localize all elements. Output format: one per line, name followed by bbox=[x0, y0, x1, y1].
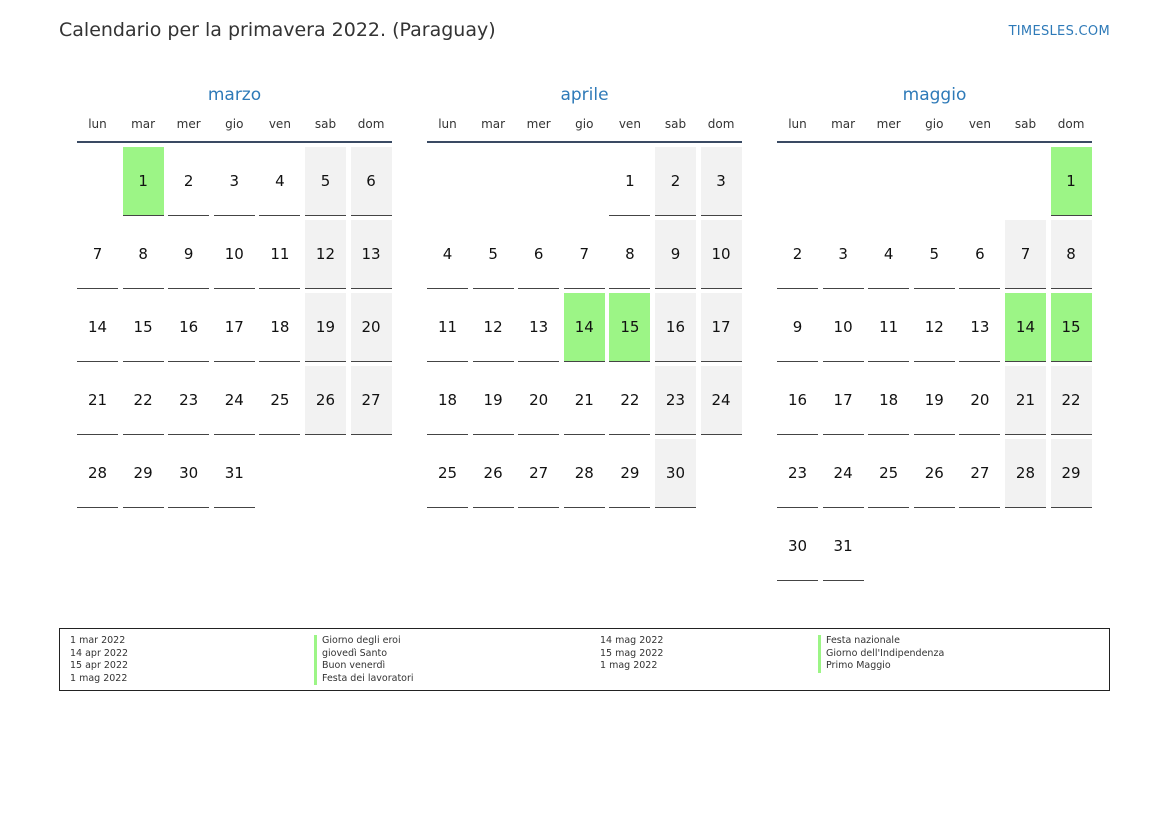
day-cell[interactable]: 24 bbox=[823, 439, 864, 508]
day-cell[interactable]: 30 bbox=[168, 439, 209, 508]
day-cell[interactable]: 16 bbox=[655, 293, 696, 362]
legend-date: 14 apr 2022 bbox=[70, 647, 129, 659]
weekday-label: gio bbox=[575, 117, 594, 131]
day-cell[interactable]: 13 bbox=[959, 293, 1000, 362]
day-cell[interactable]: 21 bbox=[564, 366, 605, 435]
day-cell[interactable]: 14 bbox=[564, 293, 605, 362]
empty-day-cell bbox=[701, 439, 742, 508]
empty-day-cell bbox=[823, 147, 864, 216]
day-cell[interactable]: 26 bbox=[305, 366, 346, 435]
day-cell[interactable]: 26 bbox=[914, 439, 955, 508]
day-cell[interactable]: 9 bbox=[168, 220, 209, 289]
day-cell[interactable]: 7 bbox=[1005, 220, 1046, 289]
day-cell[interactable]: 5 bbox=[914, 220, 955, 289]
day-cell[interactable]: 11 bbox=[427, 293, 468, 362]
day-cell[interactable]: 6 bbox=[351, 147, 392, 216]
day-cell[interactable]: 2 bbox=[777, 220, 818, 289]
month-name: maggio bbox=[902, 85, 967, 105]
weekday-label: mer bbox=[526, 117, 551, 131]
day-cell[interactable]: 3 bbox=[701, 147, 742, 216]
weekday-label: lun bbox=[88, 117, 107, 131]
weekday-label: mar bbox=[831, 117, 856, 131]
week-row bbox=[427, 293, 742, 362]
holiday-legend bbox=[59, 628, 1110, 691]
month-name: marzo bbox=[207, 85, 262, 105]
legend-holiday-name: Festa nazionale bbox=[818, 635, 944, 648]
day-cell[interactable]: 16 bbox=[777, 366, 818, 435]
legend-date: 1 mag 2022 bbox=[600, 660, 658, 671]
legend-date: 15 apr 2022 bbox=[70, 660, 129, 671]
empty-day-cell bbox=[959, 147, 1000, 216]
empty-day-cell bbox=[777, 147, 818, 216]
legend-date: 15 mag 2022 bbox=[600, 647, 664, 659]
empty-day-cell bbox=[1005, 512, 1046, 581]
day-cell[interactable]: 3 bbox=[214, 147, 255, 216]
empty-day-cell bbox=[427, 147, 468, 216]
legend-left-dates bbox=[70, 635, 128, 685]
legend-right-names bbox=[818, 635, 944, 673]
day-cell[interactable]: 23 bbox=[777, 439, 818, 508]
day-cell[interactable]: 27 bbox=[959, 439, 1000, 508]
day-cell[interactable]: 28 bbox=[564, 439, 605, 508]
empty-day-cell bbox=[473, 147, 514, 216]
weekday-label: dom bbox=[357, 117, 385, 131]
day-cell[interactable]: 11 bbox=[259, 220, 300, 289]
day-cell[interactable]: 21 bbox=[1005, 366, 1046, 435]
legend-date: 14 mag 2022 bbox=[600, 635, 664, 646]
legend-holiday-name: Primo Maggio bbox=[818, 660, 944, 673]
weekday-label: lun bbox=[438, 117, 457, 131]
day-cell[interactable]: 7 bbox=[77, 220, 118, 289]
day-cell[interactable]: 22 bbox=[609, 366, 650, 435]
week-row bbox=[77, 220, 392, 289]
week-row bbox=[427, 366, 742, 435]
legend-right-dates bbox=[600, 635, 663, 673]
legend-date: 1 mag 2022 bbox=[70, 672, 128, 684]
day-cell[interactable]: 31 bbox=[823, 512, 864, 581]
week-row bbox=[777, 439, 1092, 508]
legend-holiday-name: giovedì Santo bbox=[314, 648, 414, 661]
day-cell[interactable]: 22 bbox=[1051, 366, 1092, 435]
day-cell[interactable]: 30 bbox=[655, 439, 696, 508]
day-cell[interactable]: 17 bbox=[214, 293, 255, 362]
day-cell[interactable]: 4 bbox=[427, 220, 468, 289]
empty-day-cell bbox=[564, 147, 605, 216]
legend-holiday-name: Festa dei lavoratori bbox=[314, 673, 414, 686]
page-title: Calendario per la primavera 2022. (Paraguay) bbox=[59, 19, 496, 41]
empty-day-cell bbox=[914, 147, 955, 216]
legend-left-names bbox=[314, 635, 414, 685]
month-maggio bbox=[777, 82, 1092, 585]
day-cell[interactable]: 25 bbox=[427, 439, 468, 508]
day-cell[interactable]: 25 bbox=[259, 366, 300, 435]
day-cell[interactable]: 10 bbox=[214, 220, 255, 289]
day-cell[interactable]: 7 bbox=[564, 220, 605, 289]
legend-holiday-name: Giorno degli eroi bbox=[314, 635, 414, 648]
weekday-label: dom bbox=[1057, 117, 1085, 131]
week-row bbox=[427, 439, 742, 508]
weekday-label: sab bbox=[1014, 117, 1037, 131]
day-cell[interactable]: 2 bbox=[168, 147, 209, 216]
day-cell[interactable]: 15 bbox=[1051, 293, 1092, 362]
month-aprile bbox=[427, 82, 742, 512]
day-cell[interactable]: 20 bbox=[959, 366, 1000, 435]
weekday-label: ven bbox=[968, 117, 991, 131]
day-cell[interactable]: 12 bbox=[914, 293, 955, 362]
month-name: aprile bbox=[560, 85, 609, 105]
legend-holiday-name: Buon venerdì bbox=[314, 660, 414, 673]
week-row bbox=[77, 439, 392, 508]
day-cell[interactable]: 20 bbox=[351, 293, 392, 362]
weekday-header bbox=[777, 113, 1092, 143]
weekday-label: sab bbox=[314, 117, 337, 131]
day-cell[interactable]: 14 bbox=[77, 293, 118, 362]
month-marzo bbox=[77, 82, 392, 512]
day-cell[interactable]: 15 bbox=[123, 293, 164, 362]
week-row bbox=[777, 293, 1092, 362]
day-cell[interactable]: 6 bbox=[959, 220, 1000, 289]
day-cell[interactable]: 17 bbox=[823, 366, 864, 435]
day-cell[interactable]: 16 bbox=[168, 293, 209, 362]
day-cell[interactable]: 19 bbox=[305, 293, 346, 362]
day-cell[interactable]: 4 bbox=[868, 220, 909, 289]
day-cell[interactable]: 6 bbox=[518, 220, 559, 289]
week-row bbox=[777, 220, 1092, 289]
day-cell[interactable]: 31 bbox=[214, 439, 255, 508]
week-row bbox=[77, 147, 392, 216]
day-cell[interactable]: 5 bbox=[473, 220, 514, 289]
weekday-label: dom bbox=[707, 117, 735, 131]
weekday-label: mar bbox=[131, 117, 156, 131]
weekday-label: lun bbox=[788, 117, 807, 131]
brand-link[interactable]: TIMESLES.COM bbox=[1008, 24, 1110, 39]
empty-day-cell bbox=[1005, 147, 1046, 216]
day-cell[interactable]: 22 bbox=[123, 366, 164, 435]
day-cell[interactable]: 18 bbox=[259, 293, 300, 362]
empty-day-cell bbox=[351, 439, 392, 508]
day-cell[interactable]: 8 bbox=[1051, 220, 1092, 289]
weekday-label: mer bbox=[876, 117, 901, 131]
empty-day-cell bbox=[959, 512, 1000, 581]
empty-day-cell bbox=[868, 512, 909, 581]
day-cell[interactable]: 23 bbox=[168, 366, 209, 435]
day-cell[interactable]: 11 bbox=[868, 293, 909, 362]
week-row bbox=[427, 220, 742, 289]
day-cell[interactable]: 8 bbox=[123, 220, 164, 289]
week-row bbox=[427, 147, 742, 216]
empty-day-cell bbox=[305, 439, 346, 508]
day-cell[interactable]: 18 bbox=[868, 366, 909, 435]
day-cell[interactable]: 21 bbox=[77, 366, 118, 435]
weekday-header bbox=[77, 113, 392, 143]
day-cell[interactable]: 23 bbox=[655, 366, 696, 435]
empty-day-cell bbox=[868, 147, 909, 216]
day-cell[interactable]: 19 bbox=[914, 366, 955, 435]
day-cell[interactable]: 18 bbox=[427, 366, 468, 435]
day-cell[interactable]: 14 bbox=[1005, 293, 1046, 362]
weekday-label: mar bbox=[481, 117, 506, 131]
week-row bbox=[777, 147, 1092, 216]
day-cell[interactable]: 30 bbox=[777, 512, 818, 581]
day-cell[interactable]: 1 bbox=[1051, 147, 1092, 216]
day-cell[interactable]: 9 bbox=[777, 293, 818, 362]
weekday-label: ven bbox=[268, 117, 291, 131]
day-cell[interactable]: 3 bbox=[823, 220, 864, 289]
day-cell[interactable]: 27 bbox=[351, 366, 392, 435]
day-cell[interactable]: 2 bbox=[655, 147, 696, 216]
day-cell[interactable]: 26 bbox=[473, 439, 514, 508]
day-cell[interactable]: 12 bbox=[473, 293, 514, 362]
weekday-label: gio bbox=[225, 117, 244, 131]
day-cell[interactable]: 27 bbox=[518, 439, 559, 508]
day-cell[interactable]: 17 bbox=[701, 293, 742, 362]
empty-day-cell bbox=[518, 147, 559, 216]
day-cell[interactable]: 28 bbox=[77, 439, 118, 508]
empty-day-cell bbox=[914, 512, 955, 581]
day-cell[interactable]: 28 bbox=[1005, 439, 1046, 508]
day-cell[interactable]: 24 bbox=[701, 366, 742, 435]
empty-day-cell bbox=[1051, 512, 1092, 581]
weekday-label: mer bbox=[176, 117, 201, 131]
empty-day-cell bbox=[259, 439, 300, 508]
day-cell[interactable]: 12 bbox=[305, 220, 346, 289]
weekday-label: sab bbox=[664, 117, 687, 131]
day-cell[interactable]: 25 bbox=[868, 439, 909, 508]
weekday-label: ven bbox=[618, 117, 641, 131]
empty-day-cell bbox=[77, 147, 118, 216]
day-cell[interactable]: 4 bbox=[259, 147, 300, 216]
day-cell[interactable]: 20 bbox=[518, 366, 559, 435]
day-cell[interactable]: 19 bbox=[473, 366, 514, 435]
day-cell[interactable]: 8 bbox=[609, 220, 650, 289]
day-cell[interactable]: 1 bbox=[123, 147, 164, 216]
week-row bbox=[777, 512, 1092, 581]
day-cell[interactable]: 10 bbox=[823, 293, 864, 362]
weekday-label: gio bbox=[925, 117, 944, 131]
day-cell[interactable]: 24 bbox=[214, 366, 255, 435]
day-cell[interactable]: 10 bbox=[701, 220, 742, 289]
day-cell[interactable]: 5 bbox=[305, 147, 346, 216]
day-cell[interactable]: 29 bbox=[609, 439, 650, 508]
legend-holiday-name: Giorno dell'Indipendenza bbox=[818, 648, 944, 661]
week-row bbox=[777, 366, 1092, 435]
day-cell[interactable]: 29 bbox=[1051, 439, 1092, 508]
week-row bbox=[77, 366, 392, 435]
week-row bbox=[77, 293, 392, 362]
day-cell[interactable]: 13 bbox=[351, 220, 392, 289]
day-cell[interactable]: 1 bbox=[609, 147, 650, 216]
day-cell[interactable]: 15 bbox=[609, 293, 650, 362]
day-cell[interactable]: 13 bbox=[518, 293, 559, 362]
day-cell[interactable]: 29 bbox=[123, 439, 164, 508]
weekday-header bbox=[427, 113, 742, 143]
day-cell[interactable]: 9 bbox=[655, 220, 696, 289]
legend-date: 1 mar 2022 bbox=[70, 635, 126, 646]
